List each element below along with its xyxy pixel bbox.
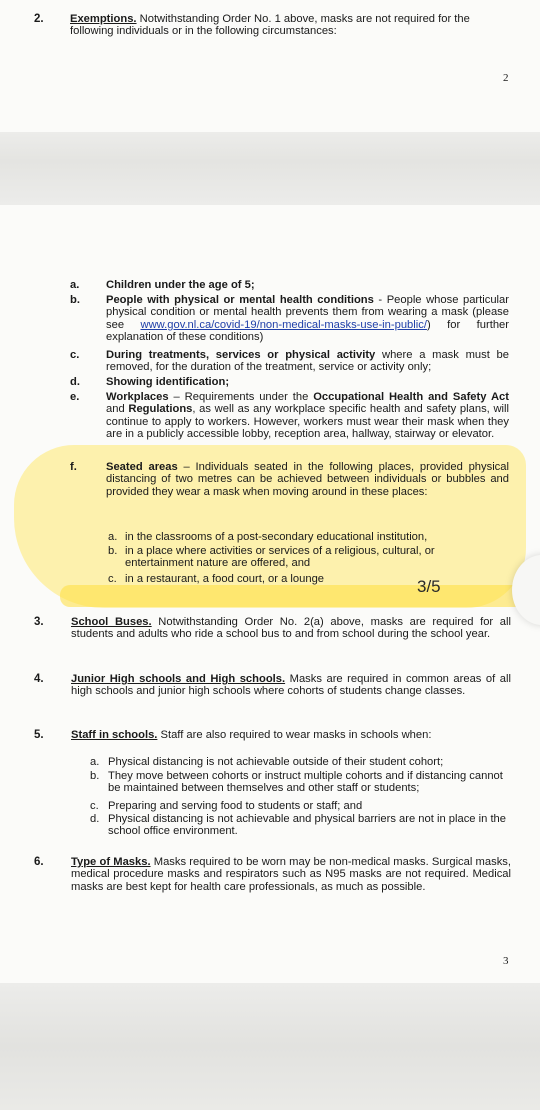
exemption-heading: Seated areas [106,461,178,473]
exemption-text: – Requirements under the [168,391,314,403]
staff-condition-letter: b. [90,770,100,782]
item-3-title: School Buses. [71,616,152,628]
seated-place-item: in the classrooms of a post-secondary educational institution, [125,531,428,543]
staff-condition-item: Physical distancing is not achievable outside of their student cohort; [108,756,444,768]
item-4-number: 4. [34,673,44,685]
exemption-text: and [106,403,129,416]
exemption-letter: b. [70,294,80,306]
exemption-letter: c. [70,349,80,361]
item-3-text: Notwithstanding Order No. 2(a) above, masks are required for all students and adults who ride a school bus to and from school during the school year. [71,616,512,641]
item-5-title: Staff in schools. [71,729,158,741]
exemption-text: where a mask must be removed, for the duration of the treatment, service or activity only; [106,349,510,374]
exemption-heading: Children under the age of 5; [106,279,255,291]
exemption-text: – Individuals seated in the following places, provided physical distancing of two metres can be achieved between individuals or bubbles and provided they wear a mask when moving around in these places: [106,461,509,498]
staff-condition-letter: d. [90,813,100,825]
item-2-title: Exemptions. [70,13,137,25]
staff-condition-letter: c. [90,800,99,812]
exemption-letter: a. [70,279,80,291]
exemption-item [106,461,509,498]
item-5-text: Staff are also required to wear masks in schools when: [157,729,432,741]
item-4-text: Masks are required in common areas of all high schools and junior high schools where cohorts of students change classes. [71,673,511,698]
exemption-item [106,279,509,291]
exemption-heading: Showing identification; [106,376,230,388]
exemption-item [106,391,509,440]
highlighter-band [60,585,530,607]
staff-condition-item: They move between cohorts or instruct multiple cohorts and if distancing cannot be maintained between themselves and other staff or students; [108,770,503,795]
exemption-item [106,294,509,343]
exemption-heading: During treatments, services or physical activity [106,349,376,361]
covid-info-link[interactable]: www.gov.nl.ca/covid-19/non-medical-masks-use-in-public/ [140,318,427,331]
exemption-text: - People whose particular physical condition or mental health prevents them from wearing a mask (please see [106,294,509,331]
staff-condition-letter: a. [90,756,100,768]
item-6-text: Masks required to be worn may be non-medical masks. Surgical masks, medical procedure masks and respirators such as N95 masks are not required. Medical masks are best kept for health care professionals, as much as possible. [71,856,511,893]
page-number-2: 2 [503,72,509,84]
item-6-number: 6. [34,856,44,868]
exemption-item [106,376,509,388]
seated-place-letter: b. [108,545,118,557]
exemption-heading: People with physical or mental health conditions [106,294,374,306]
seated-place-item: in a place where activities or services of a religious, cultural, or entertainment nature are offered, and [125,545,435,570]
item-3-number: 3. [34,616,44,628]
page-gap [0,132,540,205]
item-2-number: 2. [34,13,44,25]
seated-place-letter: a. [108,531,118,543]
item-2-text: Notwithstanding Order No. 1 above, masks are not required for the following individuals or in the following circumstances: [70,13,470,38]
exemption-heading: Workplaces [106,391,169,403]
exemption-text: , as well as any workplace specific health and safety plans, will continue to apply to workers. However, workers must wear their mask when they are in a publicly accessible lobby, reception area, hallway, stairway or elevator. [106,403,510,440]
exemption-letter: e. [70,391,80,403]
staff-condition-item: Physical distancing is not achievable and physical barriers are not in place in the school office environment. [108,813,507,838]
item-6-title: Type of Masks. [71,856,151,868]
item-2-paragraph [70,13,515,38]
item-4-paragraph [71,673,511,698]
seated-place-item: in a restaurant, a food court, or a lounge [125,573,325,585]
exemption-heading: Occupational Health and Safety Act [313,391,509,403]
item-5-number: 5. [34,729,44,741]
item-4-title: Junior High schools and High schools. [71,673,286,685]
item-6-paragraph [71,856,511,893]
item-5-paragraph [71,729,511,741]
exemption-heading: Regulations [128,403,193,416]
seated-place-letter: c. [108,573,117,585]
handwritten-fraction: 3/5 [417,577,441,596]
page-number-3: 3 [503,955,509,967]
exemption-text: ) for further explanation of these conditions) [106,318,509,343]
exemption-letter: f. [70,461,77,473]
exemption-letter: d. [70,376,80,388]
document-page-2 [0,0,540,132]
staff-condition-item: Preparing and serving food to students or staff; and [108,800,363,812]
exemption-item [106,349,509,374]
item-3-paragraph [71,616,511,641]
page-gap-bottom [0,983,540,1110]
